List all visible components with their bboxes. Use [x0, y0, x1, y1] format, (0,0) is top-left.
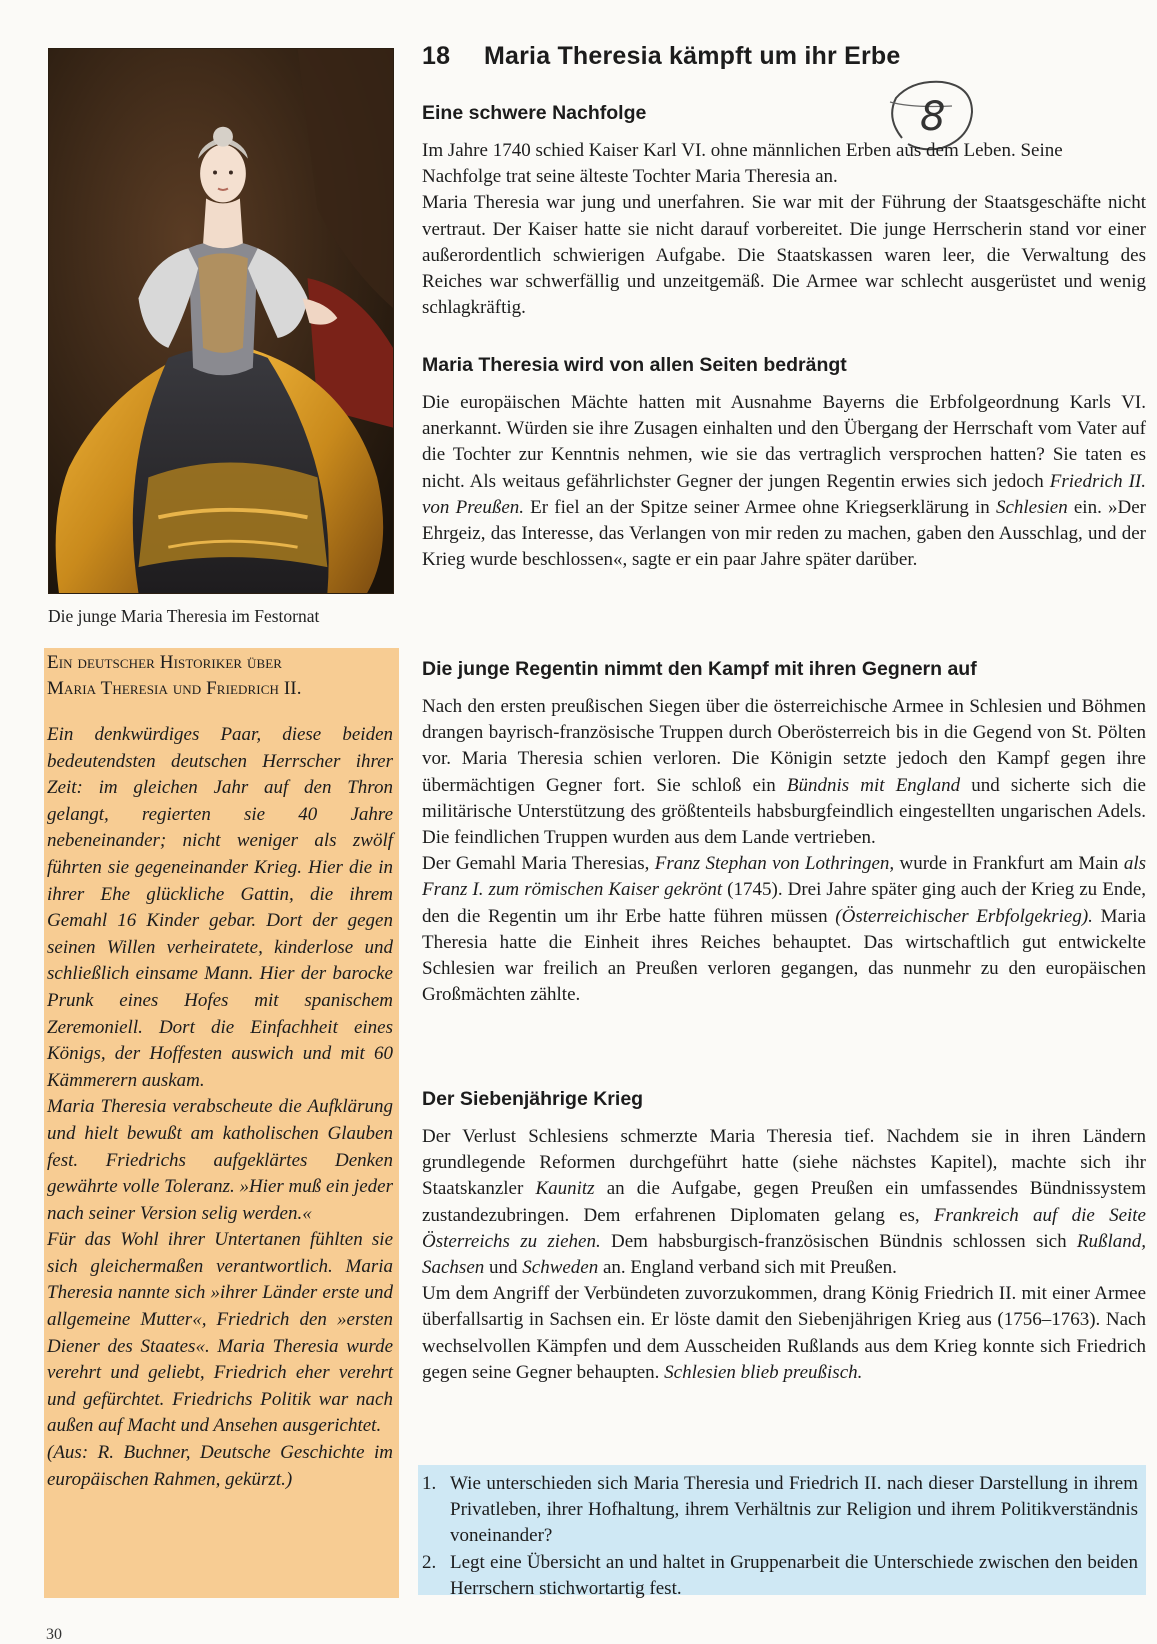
- text-run: Maria Theresia hatte die Einheit ihres Reiches behauptet. Das wirtschaftlich gut entwickelte Schlesien war freilich an Preußen verloren gegangen, das nunmehr zu den europäischen Großmächten zählte.: [422, 905, 1146, 1006]
- emphasis-text: Schlesien: [995, 496, 1068, 518]
- emphasis-text: Franz Stephan von Lothringen,: [654, 853, 895, 875]
- stamp-number: 8: [920, 94, 946, 140]
- emphasis-text: Frankreich auf die Seite Österreichs zu ziehen.: [422, 1204, 1146, 1252]
- text-run: Die europäischen Mächte hatten mit Ausnahme Bayerns die Erbfolgeordnung Karls VI. anerkannt. Würden sie ihre Zusagen einhalten und den Übergang der Herrschaft vom Vater auf die Tochter zur Kenntnis nehmen, wie sie das vertraglich versprochen hatten? Sie taten es nicht. Als weitaus gefährlichster Gegner der jungen Regentin erwies sich jedoch: [422, 392, 1146, 492]
- section-paragraph: [422, 1124, 1146, 1281]
- section-heading: Maria Theresia wird von allen Seiten bedrängt: [422, 354, 847, 376]
- section-heading: Der Siebenjährige Krieg: [422, 1088, 644, 1110]
- text-run: wurde in Frankfurt am Main: [894, 853, 1124, 875]
- text-run: Er fiel an der Spitze seiner Armee ohne Kriegserklärung in: [524, 496, 996, 518]
- section-seven-years-war: [422, 1086, 1146, 1386]
- task-item: [422, 1471, 1138, 1550]
- page-number: 30: [46, 1626, 62, 1643]
- historian-quote-box: [44, 648, 399, 1598]
- section-pressure: [422, 352, 1146, 573]
- section-fight: [422, 656, 1146, 1008]
- quote-text: [47, 722, 393, 1493]
- image-caption: Die junge Maria Theresia im Festornat: [48, 606, 320, 626]
- quote-paragraph: Für das Wohl ihrer Untertanen fühlten sie sich gleichermaßen verantwortlich. Maria Theresia nannte sich »ihrer Länder erste und allgemeine Mutter«, Friedrich den »ersten Diener des Staates«. Maria Theresia wurde verehrt und geliebt, Friedrich eher verehrt und gefürchtet. Friedrichs Politik war nach außen auf Macht und Ansehen ausgerichtet.: [47, 1229, 393, 1437]
- emphasis-text: Schweden: [522, 1257, 599, 1279]
- chapter-number: 18: [422, 42, 451, 70]
- text-run: ein. »Der Ehrgeiz, das Interesse, das Verlangen von mir reden zu machen, gaben den Ausschlag, und der Krieg wurde beschlossen«, sagte er ein paar Jahre später darüber.: [422, 496, 1146, 571]
- emphasis-text: als Franz I. zum römischen Kaiser gekrönt: [422, 853, 1146, 901]
- section-paragraph: Maria Theresia war jung und unerfahren. Sie war mit der Führung der Staatsgeschäfte nicht vertraut. Der Kaiser hatte sie nicht darauf vorbereitet. Die junge Herrscherin stand vor einer außerordentlich schwierigen Aufgabe. Die Staatskassen waren leer, die Verwaltung des Reiches war schwerfällig und unzeitgemäß. Die Armee war schlecht ausgerüstet und wenig schlagkräftig.: [422, 192, 1146, 319]
- emphasis-text: Friedrich II. von Preußen.: [422, 470, 1146, 518]
- text-run: (1745). Drei Jahre später ging auch der Krieg zu Ende, den die Regentin um ihr Erbe hatte führen müssen: [422, 879, 1147, 927]
- text-run: Der Gemahl Maria Theresias,: [422, 853, 655, 875]
- task-number: 1.: [422, 1473, 437, 1494]
- portrait-painting-illustration: [49, 49, 393, 593]
- section-paragraph: [422, 851, 1146, 1008]
- emphasis-text: Bündnis mit England: [786, 774, 961, 796]
- text-run: an die Aufgabe, gegen Preußen ein umfassendes Bündnissystem zustandezubringen. Dem erfahrenen Diplomaten gelang es,: [422, 1178, 1146, 1226]
- section-heading: Eine schwere Nachfolge: [422, 102, 647, 124]
- chapter-title: Maria Theresia kämpft um ihr Erbe: [484, 42, 901, 70]
- emphasis-text: Schlesien blieb preußisch.: [664, 1361, 863, 1383]
- section-heading: Die junge Regentin nimmt den Kampf mit ihren Gegnern auf: [422, 658, 977, 680]
- task-item: [422, 1550, 1138, 1602]
- chapter-heading: [422, 42, 900, 71]
- quote-paragraph: Maria Theresia verabscheute die Aufklärung und hielt bewußt am katholischen Glauben fest. Friedrichs aufgeklärtes Denken gewährte volle Toleranz. »Hier muß ein jeder nach seiner Version selig werden.«: [47, 1096, 394, 1224]
- section-succession: [422, 100, 1146, 321]
- emphasis-text: Rußland, Sachsen: [422, 1230, 1146, 1279]
- section-paragraph: Im Jahre 1740 schied Kaiser Karl VI. ohne männlichen Erben aus dem Leben. Seine Nachfolge trat seine älteste Tochter Maria Theresia an.: [422, 140, 1063, 188]
- quote-box-title-line-1: Ein deutscher Historiker über: [47, 652, 283, 673]
- section-paragraph: [422, 694, 1146, 851]
- text-run: und: [484, 1257, 523, 1279]
- task-text: Wie unterschieden sich Maria Theresia und Friedrich II. nach dieser Darstellung in ihrem Privatleben, ihrer Hofhaltung, ihrem Verhältnis zur Religion und ihrem Politikverständnis voneinander?: [450, 1473, 1138, 1547]
- emphasis-text: (Österreichischer Erbfolgekrieg).: [835, 905, 1093, 927]
- portrait-image: [48, 48, 394, 594]
- task-list: [422, 1471, 1138, 1602]
- section-paragraph: [422, 390, 1146, 573]
- text-run: an. England verband sich mit Preußen.: [598, 1257, 897, 1279]
- text-run: und sicherte sich die militärische Unterstützung des größtenteils habsburgfeindlich eingestellten ungarischen Adels. Die feindlichen Truppen wurden aus dem Lande vertrieben.: [422, 774, 1146, 849]
- section-paragraph: [422, 1281, 1146, 1386]
- quote-box-title-line-2: Maria Theresia und Friedrich II.: [47, 678, 302, 699]
- text-run: Der Verlust Schlesiens schmerzte Maria Theresia tief. Nachdem sie in ihren Ländern grundlegende Reformen durchgeführt hatte (siehe nächstes Kapitel), machte sich ihr Staatskanzler: [422, 1126, 1146, 1200]
- emphasis-text: Kaunitz: [535, 1178, 595, 1200]
- quote-box-title: [47, 650, 393, 702]
- text-run: Um dem Angriff der Verbündeten zuvorzukommen, drang König Friedrich II. mit einer Armee überfallsartig in Sachsen ein. Er löste damit den Siebenjährigen Krieg aus (1756–1763). Nach wechselvollen Kämpfen und dem Ausscheiden Rußlands aus dem Krieg konnte sich Friedrich gegen seine Gegner behaupten.: [422, 1283, 1146, 1383]
- text-run: Nach den ersten preußischen Siegen über die österreichische Armee in Schlesien und Böhmen drangen bayrisch-französische Truppen durch Oberösterreich bis in die Gegend von St. Pölten vor. Maria Theresia schien verloren. Die Königin setzte jedoch den Kampf gegen ihre übermächtigen Gegner fort. Sie schloß ein: [422, 696, 1146, 796]
- task-text: Legt eine Übersicht an und haltet in Gruppenarbeit die Unterschiede zwischen den beiden Herrschern stichwortartig fest.: [450, 1551, 1138, 1599]
- tasks-box: [418, 1465, 1146, 1599]
- quote-paragraph: Ein denkwürdiges Paar, diese beiden bedeutendsten deutschen Herrscher ihrer Zeit: im gleichen Jahr auf den Thron gelangt, regierten sie 40 Jahre nebeneinander; nicht weniger als zwölf führten sie gegeneinander Krieg. Hier die in ihrer Ehe glückliche Gattin, die ihrem Gemahl 16 Kinder gebar. Dort der gegen seinen Willen verheiratete, kinderlose und schließlich einsame Mann. Hier der barocke Prunk eines Hofes mit spanischem Zeremoniell. Dort die Einfachheit eines Königs, der Hoffesten auswich und mit 60 Kämmerern auskam.: [47, 724, 393, 1091]
- quote-source: (Aus: R. Buchner, Deutsche Geschichte im europäischen Rahmen, gekürzt.): [47, 1442, 393, 1490]
- text-run: Dem habsburgisch-französischen Bündnis schlossen sich: [600, 1230, 1077, 1252]
- task-number: 2.: [422, 1551, 437, 1573]
